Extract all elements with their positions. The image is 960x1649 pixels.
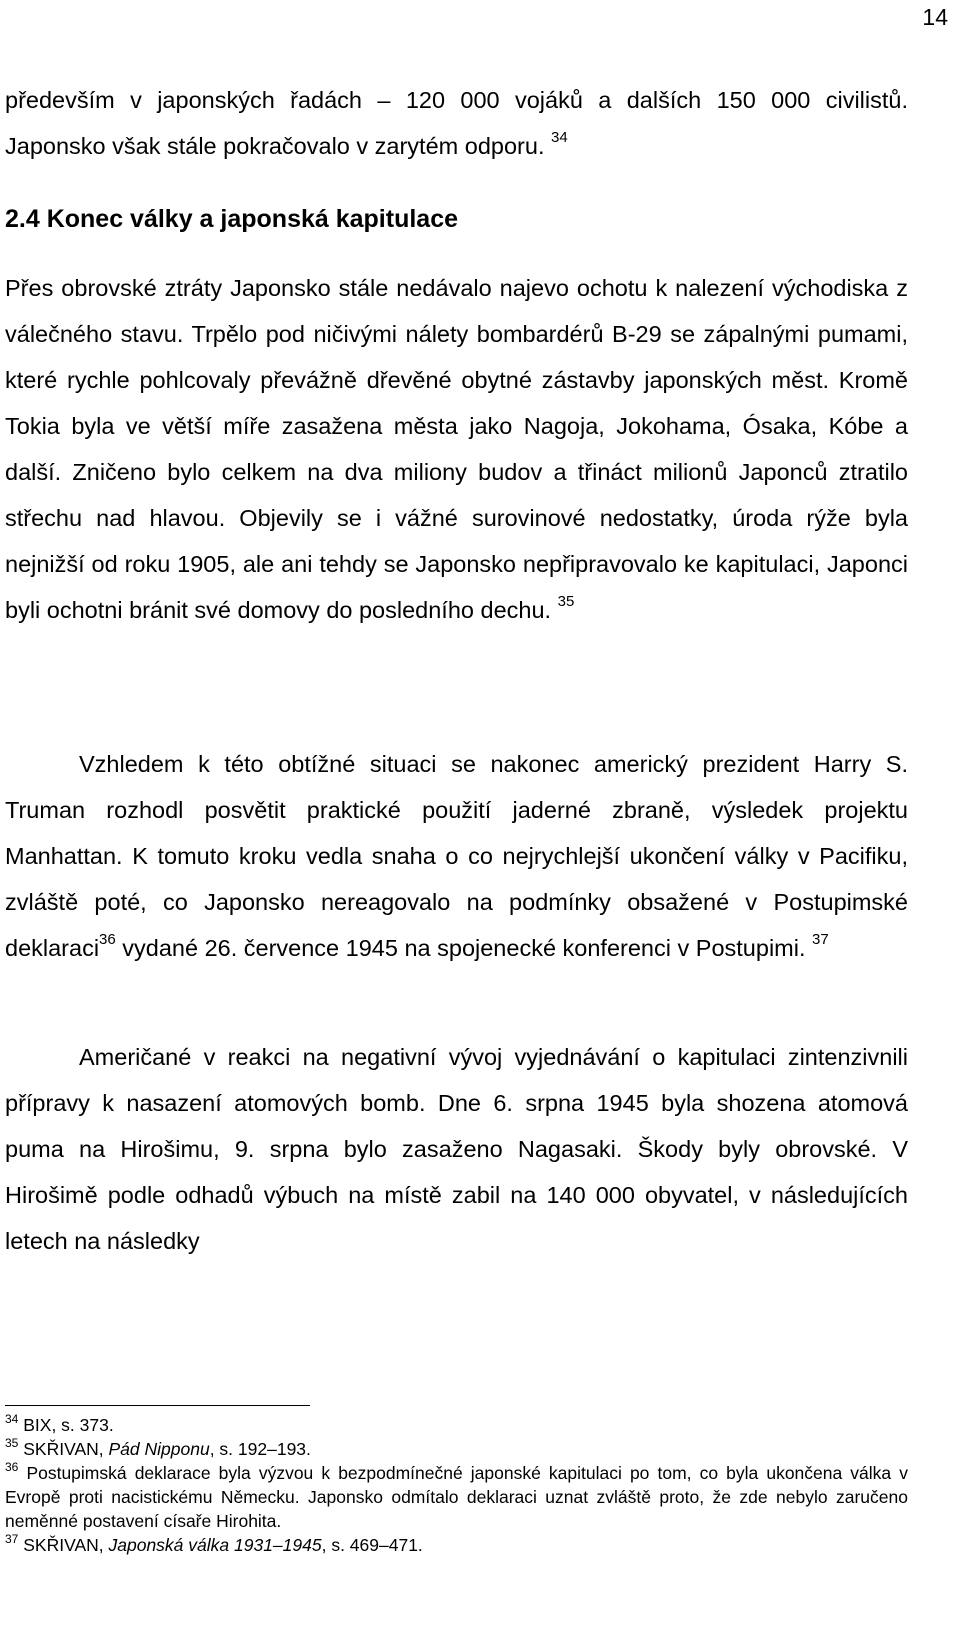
footnote-37 <box>5 1533 908 1557</box>
paragraph-4-text: Američané v reakci na negativní vývoj vyjednávání o kapitulaci zintenzivnili přípravy k nasazení atomových bomb. Dne 6. srpna 1945 byla shozena atomová puma na Hirošimu, 9. srpna bylo zasaženo Nagasaki. Škody byly obrovské. V Hirošimě podle odhadů výbuch na místě zabil na 140 000 obyvatel, v následujících letech na následky <box>5 1044 908 1254</box>
paragraph-1-text: především v japonských řadách – 120 000 vojáků a dalších 150 000 civilistů. Japonsko však stále pokračovalo v zarytém odporu. <box>5 87 908 159</box>
footnotes <box>5 1413 908 1557</box>
page-number: 14 <box>922 4 948 30</box>
footnote-pages: , s. 469–471. <box>321 1535 423 1555</box>
footnote-ref-35: 35 <box>557 593 575 610</box>
footnote-number: 37 <box>5 1532 19 1546</box>
footnote-title: Japonská válka 1931–1945 <box>108 1535 322 1555</box>
footnote-number: 36 <box>5 1460 19 1474</box>
footnote-ref-37: 37 <box>812 931 829 948</box>
paragraph-3-text-a: Vzhledem k této obtížné situaci se nakonec americký prezident Harry S. Truman rozhodl posvětit praktické použití jaderné zbraně, výsledek projektu Manhattan. K tomuto kroku vedla snaha o co nejrychlejší ukončení války v Pacifiku, zvláště poté, co Japonsko nereagovalo na podmínky obsažené v Postupimské deklaraci <box>5 751 908 961</box>
footnote-author: SKŘIVAN, <box>23 1535 109 1555</box>
footnote-number: 34 <box>5 1412 19 1426</box>
footnote-36 <box>5 1461 908 1533</box>
footnote-ref-34: 34 <box>551 129 568 146</box>
paragraph-2 <box>5 265 908 633</box>
paragraph-2-text: Přes obrovské ztráty Japonsko stále nedávalo najevo ochotu k nalezení východiska z válečného stavu. Trpělo pod ničivými nálety bombardérů B-29 se zápalnými pumami, které rychle pohlcovaly převážně dřevěné obytné zástavby japonských měst. Kromě Tokia byla ve větší míře zasažena města jako Nagoja, Jokohama, Ósaka, Kóbe a další. Zničeno bylo celkem na dva miliony budov a třináct milionů Japonců ztratilo střechu nad hlavou. Objevily se i vážné surovinové nedostatky, úroda rýže byla nejnižší od roku 1905, ale ani tehdy se Japonsko nepřipravovalo ke kapitulaci, Japonci byli ochotni bránit své domovy do posledního dechu. <box>5 275 908 623</box>
footnote-author: SKŘIVAN, <box>23 1439 109 1459</box>
footnote-pages: , s. 192–193. <box>209 1439 311 1459</box>
footnote-text: BIX, s. 373. <box>23 1415 114 1435</box>
paragraph-1 <box>5 77 908 169</box>
footnote-text: Postupimská deklarace byla výzvou k bezpodmínečné japonské kapitulaci po tom, co byla ukončena válka v Evropě proti nacistickému Německu. Japonsko odmítalo deklaraci uznat zvláště proto, že zde nebylo zaručeno neměnné postavení císaře Hirohita. <box>5 1463 908 1531</box>
footnote-35 <box>5 1437 908 1461</box>
footnote-title: Pád Nipponu <box>108 1439 210 1459</box>
paragraph-3 <box>5 741 908 971</box>
paragraph-4 <box>5 1034 908 1264</box>
footnote-34 <box>5 1413 908 1437</box>
footnote-separator <box>5 1405 310 1406</box>
footnote-number: 35 <box>5 1436 19 1450</box>
section-heading: 2.4 Konec války a japonská kapitulace <box>5 205 459 233</box>
footnote-ref-36: 36 <box>99 931 116 948</box>
paragraph-3-text-b: vydané 26. července 1945 na spojenecké konferenci v Postupimi. <box>115 935 806 961</box>
